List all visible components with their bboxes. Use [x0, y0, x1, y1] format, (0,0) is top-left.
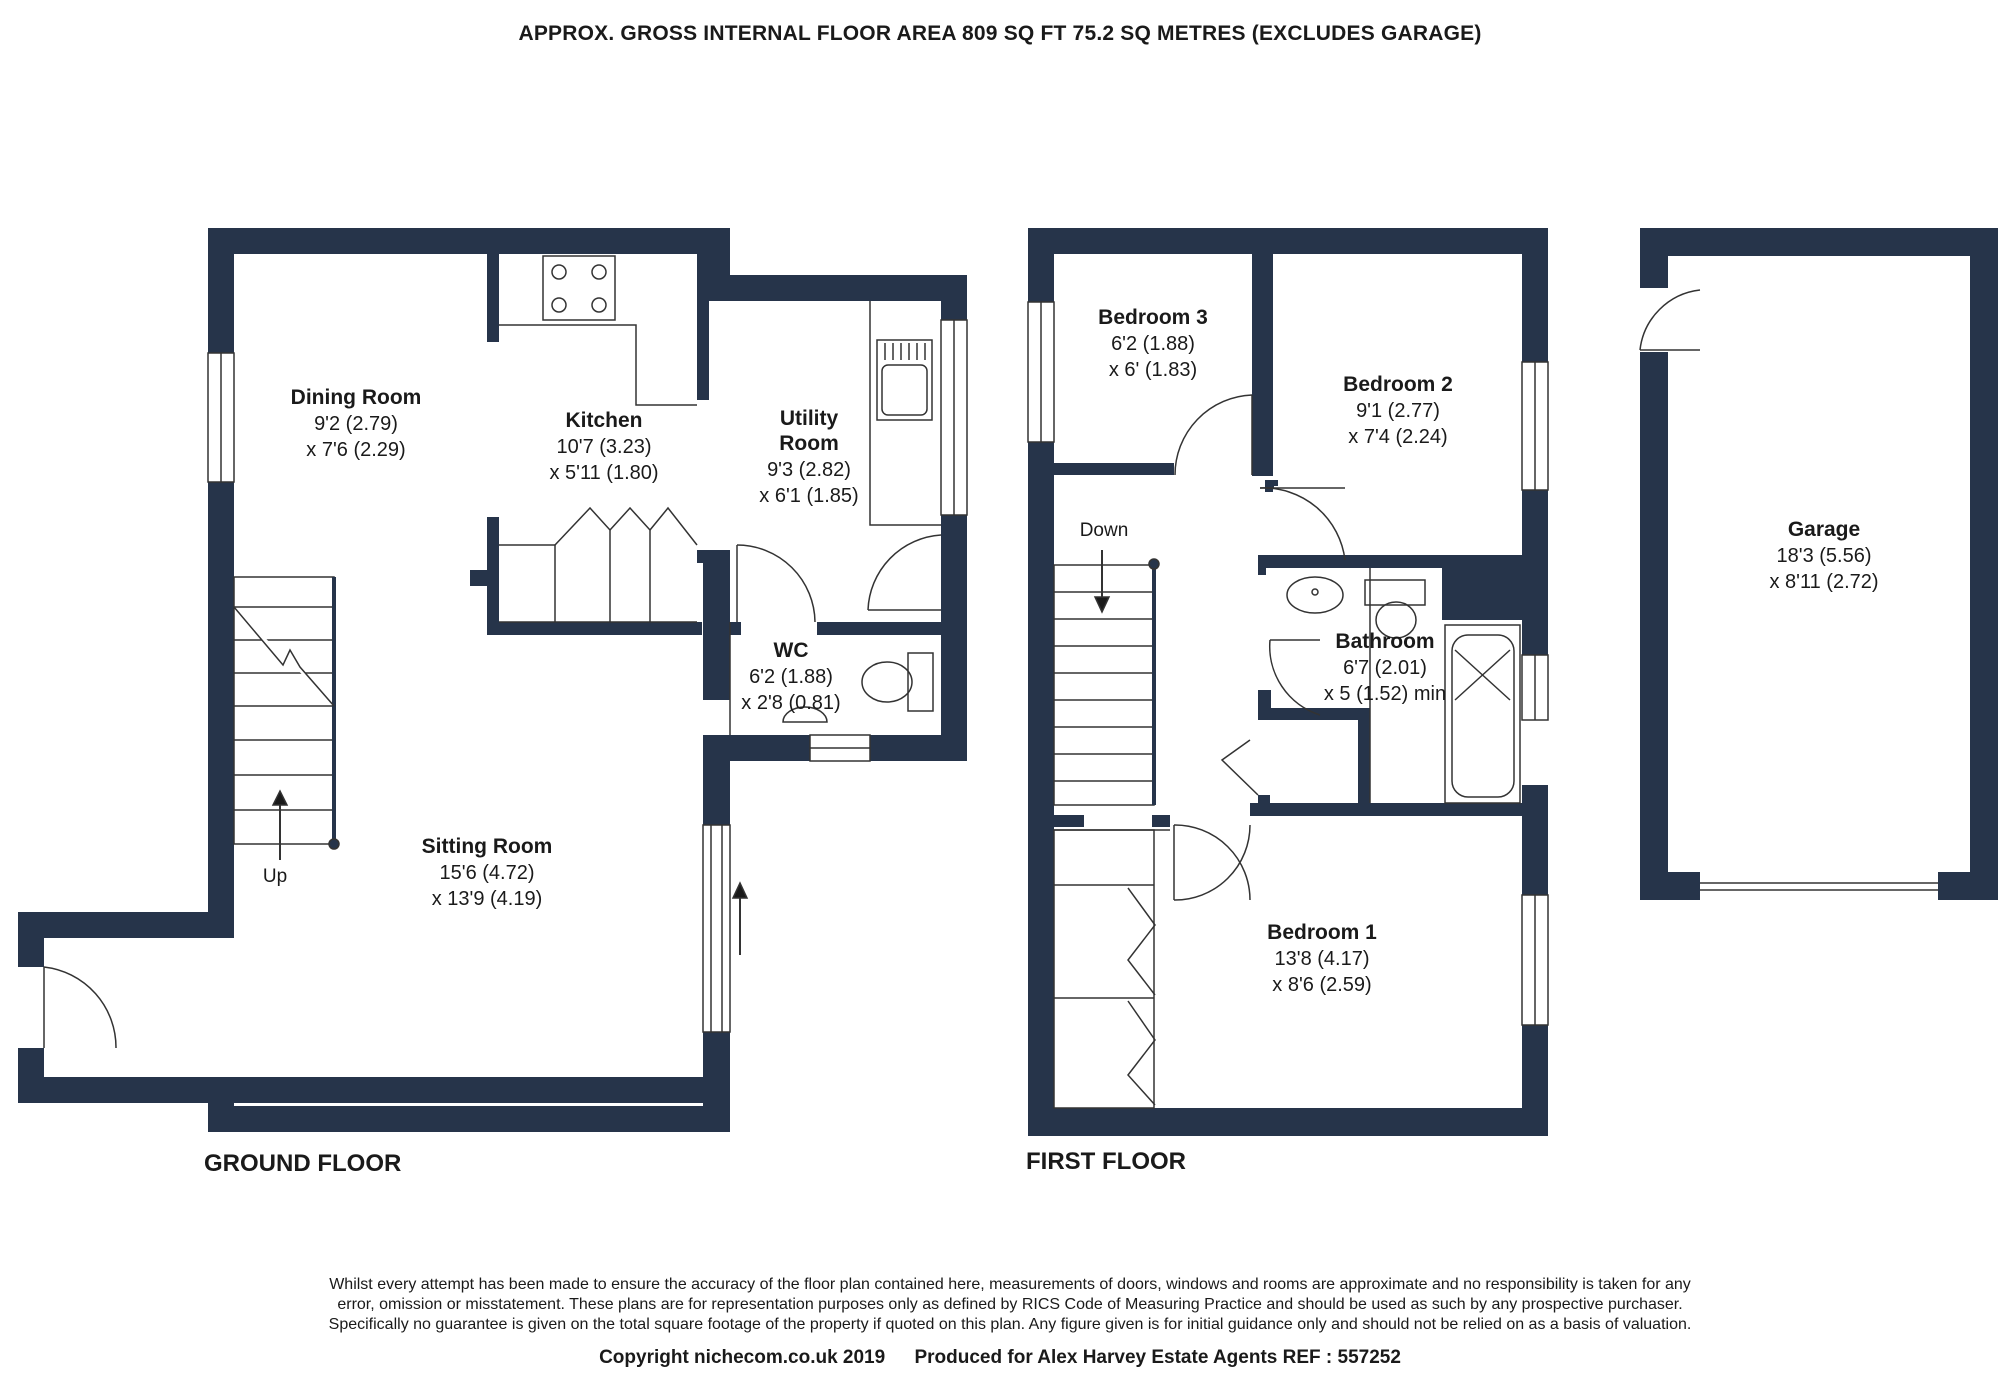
front-door [44, 967, 116, 1048]
ground-floor-stairs [234, 577, 339, 860]
first-floor-stairs [1054, 550, 1170, 830]
disclaimer-text [200, 1275, 1820, 1335]
first-floor-plan [1028, 228, 1548, 1136]
bedroom-1-wardrobes [1054, 830, 1155, 1108]
kitchen-dim2: x 5'11 (1.80) [549, 462, 659, 484]
garage-name: Garage [1787, 518, 1861, 541]
disclaimer-line-3: Specifically no guarantee is given on the total square footage of the property if quoted on this plan. Any figure given is for initial guidance only and should not be relied on as a basis of valuation. [328, 1316, 1692, 1333]
bedroom-1-dim1: 13'8 (4.17) [1274, 948, 1370, 970]
dining-room-name: Dining Room [290, 386, 422, 409]
stairs-up-label: Up [262, 866, 288, 887]
wc-dim2: x 2'8 (0.81) [741, 692, 841, 714]
bedroom-2-dim2: x 7'4 (2.24) [1348, 426, 1448, 448]
room-labels [263, 306, 1879, 996]
disclaimer-line-1: Whilst every attempt has been made to ensure the accuracy of the floor plan contained here, measurements of doors, windows and rooms are approximate and no responsibility is taken for any [329, 1276, 1691, 1293]
utility-room-name-line1: Utility [779, 407, 839, 430]
garage-dim1: 18'3 (5.56) [1776, 545, 1872, 567]
produced-for-text: Produced for Alex Harvey Estate Agents REF : 557252 [914, 1347, 1401, 1368]
garage-dim2: x 8'11 (2.72) [1769, 571, 1879, 593]
bedroom-3-name: Bedroom 3 [1098, 306, 1208, 329]
bedroom-3-dim2: x 6' (1.83) [1108, 359, 1198, 381]
footer [0, 1347, 2000, 1369]
stairs-down-label: Down [1079, 520, 1129, 541]
utility-sink [870, 301, 941, 525]
kitchen-name: Kitchen [565, 409, 643, 432]
bathroom-dim2: x 5 (1.52) min [1323, 683, 1447, 705]
bedroom-2-name: Bedroom 2 [1343, 373, 1453, 396]
dining-room-dim2: x 7'6 (2.29) [306, 439, 406, 461]
wc-name: WC [773, 639, 809, 662]
utility-room-name-line2: Room [779, 432, 839, 455]
first-floor-label: FIRST FLOOR [1026, 1148, 1186, 1175]
ground-floor-label: GROUND FLOOR [204, 1150, 402, 1177]
utility-room-dim2: x 6'1 (1.85) [759, 485, 859, 507]
bedroom-1-name: Bedroom 1 [1267, 921, 1377, 944]
utility-room-dim1: 9'3 (2.82) [767, 459, 851, 481]
bedroom-2-dim1: 9'1 (2.77) [1356, 400, 1440, 422]
disclaimer-line-2: error, omission or misstatement. These plans are for representation purposes only as defined by RICS Code of Measuring Practice and should be used as such by any prospective purchaser. [337, 1296, 1683, 1313]
bedroom-1-dim2: x 8'6 (2.59) [1272, 974, 1372, 996]
dining-room-dim1: 9'2 (2.79) [314, 413, 398, 435]
bathroom-dim1: 6'7 (2.01) [1343, 657, 1427, 679]
floor-area-title: APPROX. GROSS INTERNAL FLOOR AREA 809 SQ FT 75.2 SQ METRES (EXCLUDES GARAGE) [518, 22, 1482, 45]
sitting-room-name: Sitting Room [421, 835, 553, 858]
bathroom-name: Bathroom [1335, 630, 1435, 653]
copyright-text: Copyright nichecom.co.uk 2019 [599, 1347, 886, 1368]
sitting-room-dim2: x 13'9 (4.19) [431, 888, 543, 910]
ground-floor-doors [737, 535, 941, 622]
kitchen-dim1: 10'7 (3.23) [556, 436, 652, 458]
wc-dim1: 6'2 (1.88) [749, 666, 833, 688]
bedroom-3-dim1: 6'2 (1.88) [1111, 333, 1195, 355]
sitting-room-dim1: 15'6 (4.72) [439, 862, 535, 884]
first-floor-walls [1028, 228, 1548, 1136]
